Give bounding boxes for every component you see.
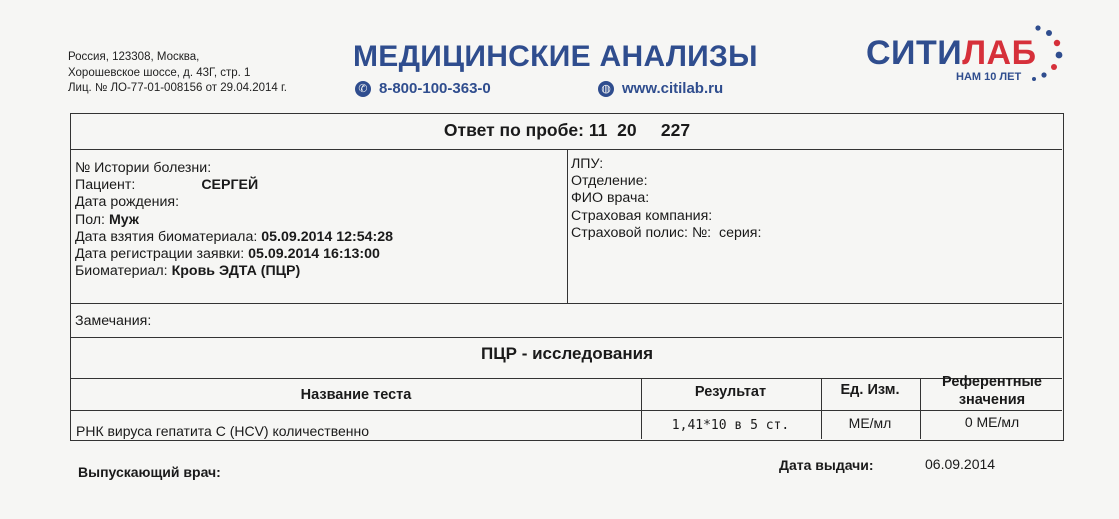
column-header-test: Название теста (300, 387, 412, 403)
biomaterial-row (75, 263, 393, 280)
divider (71, 303, 1062, 304)
address-line: Хорошевское шоссе, д. 43Г, стр. 1 (68, 66, 251, 79)
clinic-info (571, 156, 761, 242)
website-url: www.citilab.ru (622, 80, 724, 97)
register-label: Дата регистрации заявки: (75, 246, 245, 263)
result-cell: 1,41*10 в 5 ст. (671, 418, 790, 433)
patient-info (75, 160, 393, 280)
logo-text-part1: СИТИ (866, 34, 963, 72)
collect-label: Дата взятия биоматериала: (75, 228, 258, 245)
phone-icon: ✆ (355, 81, 371, 97)
history-label: № Истории болезни: (75, 160, 212, 176)
policy-row (571, 225, 761, 242)
lpu-label: ЛПУ: (571, 156, 604, 172)
column-header-unit: Ед. Изм. (840, 382, 900, 398)
patient-label: Пациент: (75, 177, 136, 194)
issuer-label: Выпускающий врач: (78, 464, 221, 480)
doctor-label: ФИО врача: (571, 190, 650, 207)
divider (567, 149, 568, 303)
issue-date-label: Дата выдачи: (779, 457, 874, 473)
phone-number: 8-800-100-363-0 (379, 80, 491, 97)
logo-dots-icon (1030, 24, 1070, 84)
register-row (75, 246, 393, 263)
clinic-address (68, 50, 287, 97)
divider (71, 378, 1062, 379)
sex-row (75, 212, 393, 229)
test-name-cell: РНК вируса гепатита С (HCV) количественно (76, 423, 370, 439)
history-row (75, 160, 393, 177)
reference-cell: 0 МЕ/мл (964, 414, 1020, 430)
divider (71, 410, 1062, 411)
dob-label: Дата рождения: (75, 194, 180, 211)
unit-cell: МЕ/мл (848, 415, 892, 431)
register-value: 05.09.2014 16:13:00 (248, 246, 380, 263)
license-line: Лиц. № ЛО-77-01-008156 от 29.04.2014 г. (68, 82, 287, 94)
sample-number: 11 20 227 (588, 120, 691, 140)
column-header-reference: Референтные значения (942, 374, 1042, 408)
patient-name: СЕРГЕЙ (201, 177, 259, 194)
collect-row (75, 229, 393, 246)
biomaterial-value: Кровь ЭДТА (ПЦР) (171, 263, 301, 280)
policy-number-label: №: (691, 224, 712, 241)
policy-label: Страховой полис: (571, 224, 688, 241)
sample-line (70, 120, 1064, 141)
address-line: Россия, 123308, Москва, (68, 51, 200, 63)
logo-text-part2: ЛАБ (962, 34, 1037, 72)
dob-row (75, 194, 393, 211)
biomaterial-label: Биоматериал: (75, 263, 168, 280)
column-header-result: Результат (694, 384, 767, 400)
sample-label: Ответ по пробе: (443, 120, 584, 140)
logo-tagline: НАМ 10 ЛЕТ (956, 71, 1022, 83)
remarks-label: Замечания: (75, 313, 152, 329)
collect-value: 05.09.2014 12:54:28 (261, 228, 393, 245)
website-contact (598, 80, 723, 97)
phone-contact (355, 80, 491, 97)
sex-label: Пол: (75, 211, 105, 228)
issue-date-value: 06.09.2014 (925, 456, 996, 472)
sex-value: Муж (108, 211, 139, 228)
globe-icon: ◍ (598, 81, 614, 97)
brand-logo (866, 34, 1037, 83)
department-label: Отделение: (571, 173, 648, 190)
document-title: МЕДИЦИНСКИЕ АНАЛИЗЫ (353, 40, 758, 73)
insurer-label: Страховая компания: (571, 207, 713, 224)
divider (71, 337, 1062, 338)
policy-series-label: серия: (719, 224, 762, 241)
patient-row (75, 177, 393, 194)
section-title: ПЦР - исследования (481, 344, 653, 363)
